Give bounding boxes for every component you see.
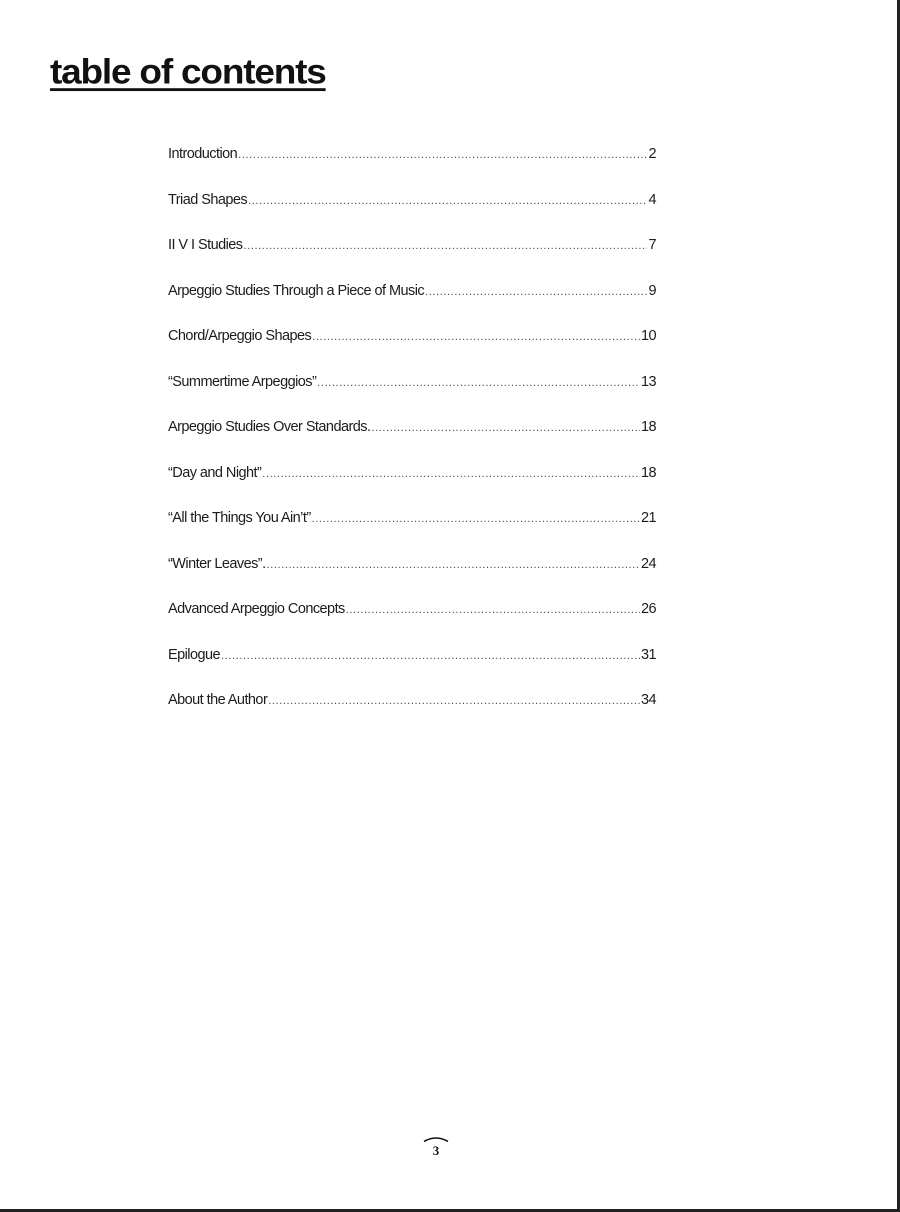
arch-ornament-icon: [423, 1136, 449, 1142]
toc-entry-page: 18: [640, 464, 656, 481]
toc-entry[interactable]: [168, 146, 656, 192]
page-number-footer: [420, 1136, 452, 1159]
toc-entry-page: 18: [640, 419, 656, 435]
toc-entry-page: 9: [648, 282, 656, 299]
toc-entry[interactable]: [168, 283, 656, 329]
toc-entry-label: Chord/Arpeggio Shapes: [168, 328, 312, 344]
toc-entry-label: Epilogue: [168, 646, 221, 663]
toc-entry[interactable]: [168, 647, 656, 693]
toc-entry-label: Introduction: [168, 146, 238, 162]
toc-entry-page: 2: [648, 146, 656, 162]
toc-entry-page: 34: [640, 692, 656, 708]
toc-entry-page: 31: [640, 646, 656, 663]
toc-entry-label: Arpeggio Studies Through a Piece of Music: [168, 282, 425, 299]
toc-entry-label: “Winter Leaves”.: [168, 555, 266, 572]
toc-entry[interactable]: [168, 556, 656, 602]
toc-entry-page: 24: [640, 555, 656, 572]
toc-entry-label: About the Author: [168, 692, 268, 708]
toc-entry-label: “All the Things You Ain’t”: [168, 510, 311, 526]
toc-entry[interactable]: [168, 692, 656, 738]
toc-leader-dots: [317, 377, 640, 389]
toc-leader-dots: [221, 650, 640, 662]
toc-leader-dots: [267, 559, 640, 571]
page-title: table of contents: [50, 52, 326, 92]
toc-leader-dots: [312, 513, 640, 525]
toc-entry[interactable]: [168, 237, 656, 283]
toc-entry-page: 4: [648, 191, 656, 208]
toc-entry-page: 26: [640, 601, 656, 617]
toc-list: [168, 146, 656, 738]
toc-entry[interactable]: [168, 510, 656, 556]
toc-leader-dots: [244, 240, 648, 252]
toc-entry-label: Triad Shapes: [168, 191, 248, 208]
toc-entry-label: II V I Studies: [168, 237, 243, 253]
toc-entry-page: 21: [640, 510, 656, 526]
toc-leader-dots: [346, 604, 640, 616]
toc-entry[interactable]: [168, 601, 656, 647]
page-number: 3: [432, 1143, 440, 1158]
toc-entry-label: “Summertime Arpeggios”: [168, 373, 317, 390]
toc-entry[interactable]: [168, 328, 656, 374]
toc-entry-page: 7: [648, 237, 656, 253]
toc-leader-dots: [262, 468, 640, 480]
toc-entry[interactable]: [168, 465, 656, 511]
toc-leader-dots: [248, 195, 647, 207]
toc-leader-dots: [312, 331, 640, 343]
toc-entry-page: 13: [640, 373, 656, 390]
toc-leader-dots: [425, 286, 647, 298]
toc-entry[interactable]: [168, 192, 656, 238]
toc-entry-label: “Day and Night”: [168, 464, 262, 481]
toc-entry[interactable]: [168, 419, 656, 465]
toc-entry-label: Arpeggio Studies Over Standards.: [168, 419, 371, 435]
toc-leader-dots: [268, 695, 640, 707]
toc-entry-page: 10: [640, 328, 656, 344]
toc-leader-dots: [238, 149, 647, 161]
toc-entry[interactable]: [168, 374, 656, 420]
toc-entry-label: Advanced Arpeggio Concepts: [168, 601, 345, 617]
toc-leader-dots: [371, 422, 640, 434]
